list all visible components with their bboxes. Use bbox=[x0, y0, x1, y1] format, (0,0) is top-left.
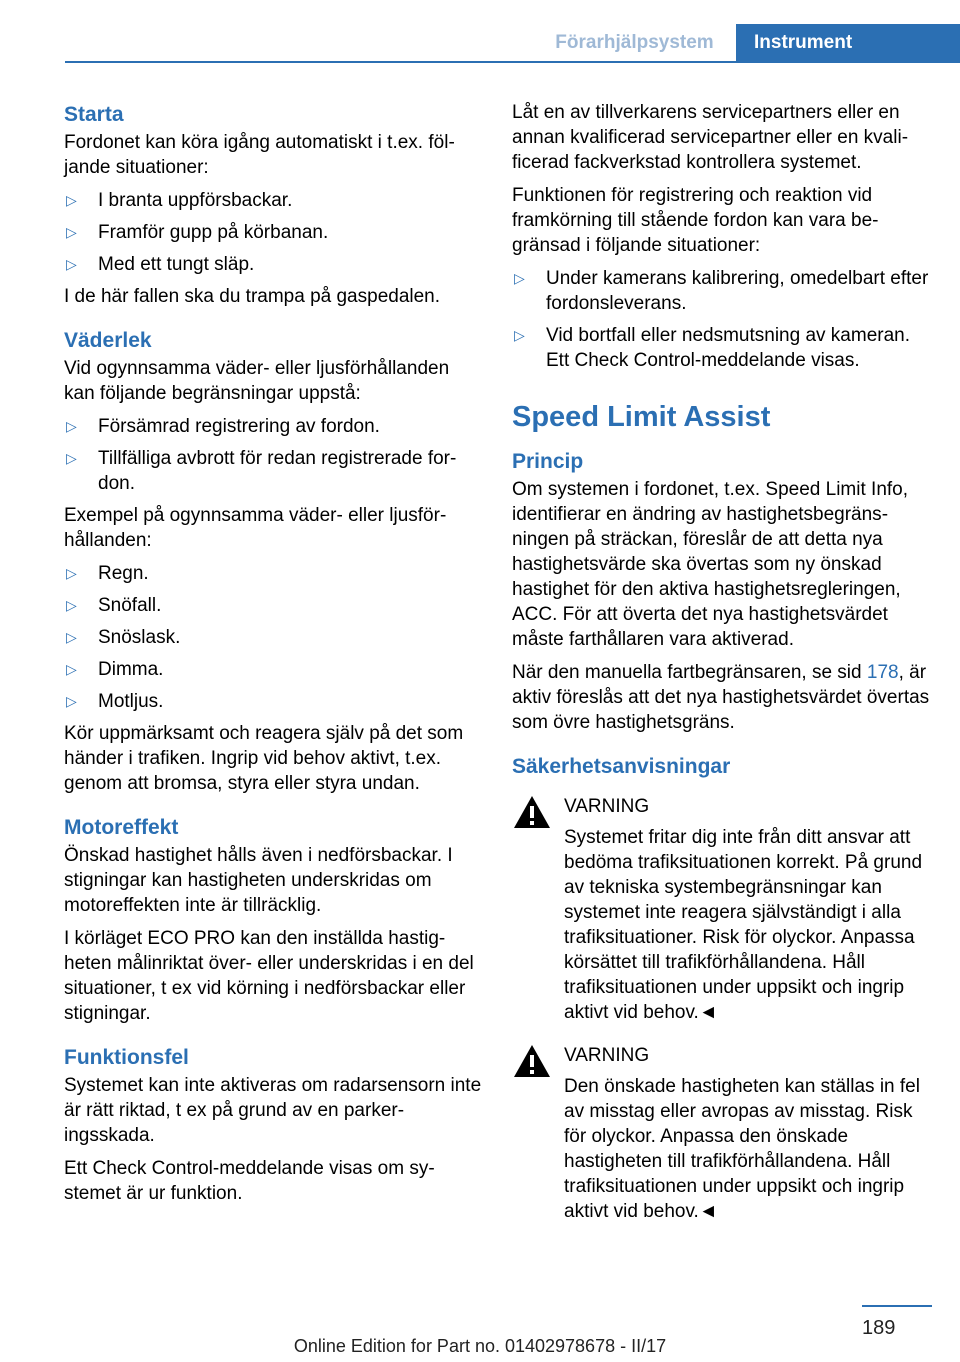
warning-triangle-icon bbox=[512, 1043, 552, 1079]
heading-starta: Starta bbox=[64, 103, 124, 126]
list-item: ▷ Försämrad registrering av fordon. bbox=[66, 416, 380, 437]
right-p2: Funktionen för registrering och reaktion vid framkörning till stående fordon kan vara begränsad i följande situationer: bbox=[512, 185, 879, 256]
warning-triangle-icon bbox=[512, 794, 552, 830]
list-item: ▷ Tillfälliga avbrott för redan registrerade fordon. bbox=[66, 448, 457, 494]
motoreffekt-p1: Önskad hastighet hålls även i nedförsbackar. I stigningar kan hastigheten underskridas om motoreffekten inte är tillräcklig. bbox=[64, 845, 453, 916]
heading-funktionsfel: Funktionsfel bbox=[64, 1046, 189, 1069]
list-item: ▷ Framför gupp på körbanan. bbox=[66, 222, 329, 243]
list-item: ▷ Snöfall. bbox=[66, 595, 162, 616]
left-column bbox=[64, 100, 482, 1214]
heading-princip: Princip bbox=[512, 450, 584, 473]
princip-p2: När den manuella fartbegränsaren, se sid 178, är aktiv föreslås att det nya hastighetsvärdet övertas som övre hastighetsgräns. bbox=[512, 662, 930, 733]
triangle-bullet-icon: ▷ bbox=[66, 629, 77, 645]
heading-sakerhetsanvisningar: Säkerhetsanvisningar bbox=[512, 755, 731, 778]
right-column bbox=[512, 100, 932, 1242]
header-chapter-tab: Instrument bbox=[736, 24, 960, 62]
warning-block bbox=[512, 794, 932, 1025]
page-number-rule bbox=[862, 1305, 932, 1307]
right-list bbox=[512, 266, 932, 373]
triangle-bullet-icon: ▷ bbox=[66, 192, 77, 208]
list-item: ▷ Under kamerans kalibrering, omedelbart efter fordonsleverans. bbox=[514, 268, 929, 314]
warning-label: VARNING bbox=[564, 796, 650, 817]
header-rule bbox=[65, 61, 960, 63]
header-section-tab: Förarhjälpsystem bbox=[555, 32, 714, 53]
princip-p1: Om systemen i fordonet, t.ex. Speed Limit Info, identifierar en ändring av hastighetsbegränsningen på sträckan, föreslår de att detta nya hastighetsvärde ska övertas som ny önskad hastighet för den aktiva hastighetsregleringen, ACC. För att överta det nya hastighetsvärdet måste farthållaren vara aktiverad. bbox=[512, 479, 909, 650]
vaderlek-list bbox=[64, 414, 482, 496]
list-item: ▷ Vid bortfall eller nedsmutsning av kameran. Ett Check Control-meddelande visas. bbox=[514, 325, 911, 371]
triangle-bullet-icon: ▷ bbox=[66, 418, 77, 434]
heading-speed-limit-assist: Speed Limit Assist bbox=[512, 401, 771, 433]
footer-edition: Online Edition for Part no. 01402978678 - II/17 bbox=[293, 1336, 667, 1356]
funktionsfel-p1: Systemet kan inte aktiveras om radarsensorn inte är rätt riktad, t ex på grund av en parkeringsskada. bbox=[64, 1075, 482, 1146]
starta-outro: I de här fallen ska du trampa på gaspedalen. bbox=[64, 286, 441, 307]
list-item: ▷ Snöslask. bbox=[66, 627, 181, 648]
page-number: 189 bbox=[862, 1317, 896, 1339]
warning-text: Den önskade hastigheten kan ställas in fel av misstag eller avropas av misstag. Risk för olyckor. Anpassa den önskade hastigheten till trafikförhållandena. Håll trafiksituationen under uppsikt och ingrip aktivt vid behov.◄ bbox=[564, 1076, 920, 1222]
vaderlek-examples-list bbox=[64, 561, 482, 714]
warning-block bbox=[512, 1043, 932, 1224]
list-item: ▷ Med ett tungt släp. bbox=[66, 254, 255, 275]
triangle-bullet-icon: ▷ bbox=[66, 256, 77, 272]
list-item: ▷ I branta uppförsbackar. bbox=[66, 190, 293, 211]
triangle-bullet-icon: ▷ bbox=[66, 450, 77, 466]
warning-label: VARNING bbox=[564, 1045, 650, 1066]
page-link-178[interactable]: 178 bbox=[866, 662, 899, 683]
list-item: ▷ Motljus. bbox=[66, 691, 164, 712]
list-item: ▷ Dimma. bbox=[66, 659, 164, 680]
warning-text: Systemet fritar dig inte från ditt ansvar att bedöma trafiksituationen korrekt. På grund av tekniska systembegränsningar kan systemet inte reagera självständigt i alla trafiksituationer. Risk för olyckor. Anpassa körsättet till trafikförhållandena. Håll trafiksituationen under uppsikt och ingrip aktivt vid behov.◄ bbox=[564, 827, 923, 1023]
vaderlek-intro2: Exempel på ogynnsamma väder- eller ljusförhållanden: bbox=[64, 505, 447, 551]
triangle-bullet-icon: ▷ bbox=[66, 693, 77, 709]
heading-motoreffekt: Motoreffekt bbox=[64, 816, 179, 839]
starta-intro: Fordonet kan köra igång automatiskt i t.ex. följande situationer: bbox=[64, 132, 455, 178]
triangle-bullet-icon: ▷ bbox=[514, 327, 525, 343]
motoreffekt-p2: I körläget ECO PRO kan den inställda hastigheten målinriktat över- eller underskridas i en del situationer, t ex vid körning i nedförsbackar eller stigningar. bbox=[64, 928, 474, 1024]
triangle-bullet-icon: ▷ bbox=[66, 597, 77, 613]
vaderlek-outro: Kör uppmärksamt och reagera själv på det som händer i trafiken. Ingrip vid behov aktivt, t.ex. genom att bromsa, styra eller styra undan. bbox=[64, 723, 464, 794]
right-p1: Låt en av tillverkarens servicepartners eller en annan kvalificerad servicepartner eller en kvalificerad fackverkstad kontrollera systemet. bbox=[512, 102, 909, 173]
triangle-bullet-icon: ▷ bbox=[66, 661, 77, 677]
starta-list bbox=[64, 188, 482, 277]
list-item: ▷ Regn. bbox=[66, 563, 149, 584]
funktionsfel-p2: Ett Check Control-meddelande visas om systemet är ur funktion. bbox=[64, 1158, 435, 1204]
triangle-bullet-icon: ▷ bbox=[514, 270, 525, 286]
vaderlek-intro: Vid ogynnsamma väder- eller ljusförhållanden kan följande begränsningar uppstå: bbox=[64, 358, 450, 404]
triangle-bullet-icon: ▷ bbox=[66, 565, 77, 581]
heading-vaderlek: Väderlek bbox=[64, 329, 152, 352]
triangle-bullet-icon: ▷ bbox=[66, 224, 77, 240]
